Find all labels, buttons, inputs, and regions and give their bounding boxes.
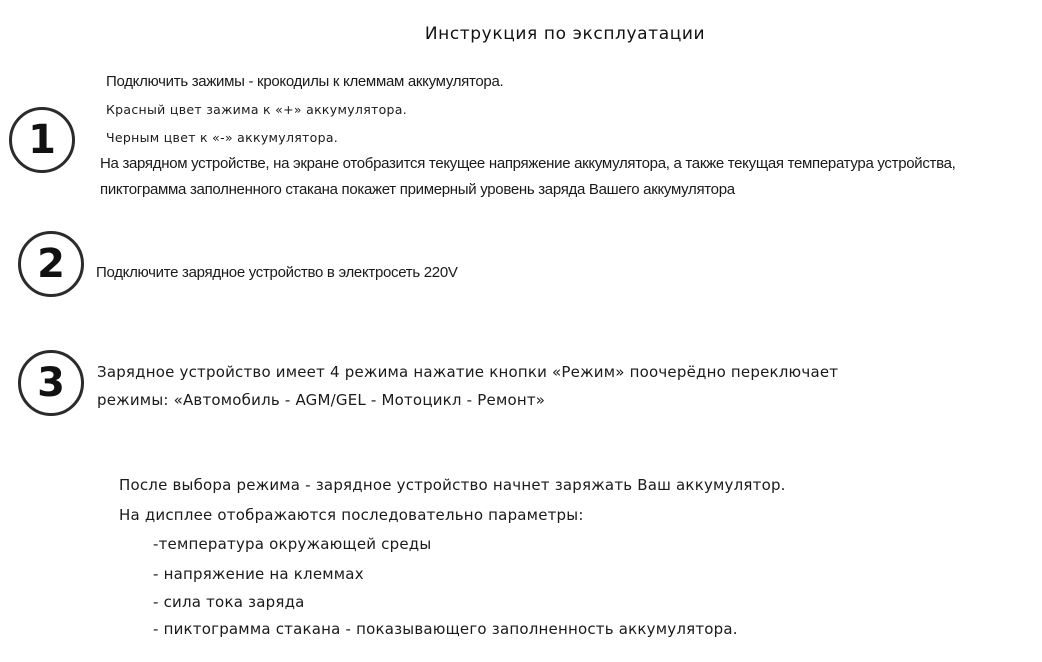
step-1-line-4: На зарядном устройстве, на экране отобразится текущее напряжение аккумулятора, а также текущая температура устройства, — [100, 155, 956, 172]
step-2-line-1: Подключите зарядное устройство в электросеть 220V — [96, 264, 458, 281]
page-title: Инструкция по эксплуатации — [424, 24, 706, 44]
step-3-line-2: режимы: «Автомобиль - AGM/GEL - Мотоцикл - Ремонт» — [97, 391, 546, 409]
param-item: - пиктограмма стакана - показывающего заполненность аккумулятора. — [153, 620, 738, 638]
param-item: -температура окружающей среды — [153, 535, 432, 553]
param-item: - сила тока заряда — [153, 593, 305, 611]
step-1-number-icon: 1 — [9, 107, 75, 173]
step-3-line-1: Зарядное устройство имеет 4 режима нажатие кнопки «Режим» поочерёдно переключает — [97, 363, 839, 381]
step-1-line-5: пиктограмма заполненного стакана покажет примерный уровень заряда Вашего аккумулятора — [100, 181, 735, 198]
param-item: - напряжение на клеммах — [153, 565, 364, 583]
after-intro-text: После выбора режима - зарядное устройство начнет заряжать Ваш аккумулятор. — [119, 476, 786, 494]
step-1-line-2: Красный цвет зажима к «+» аккумулятора. — [106, 102, 408, 117]
step-1-line-1: Подключить зажимы - крокодилы к клеммам аккумулятора. — [106, 73, 504, 90]
step-2-number-icon: 2 — [18, 231, 84, 297]
step-1-line-3: Черным цвет к «-» аккумулятора. — [106, 130, 339, 145]
step-3-number-icon: 3 — [18, 350, 84, 416]
display-heading: На дисплее отображаются последовательно параметры: — [119, 506, 584, 524]
